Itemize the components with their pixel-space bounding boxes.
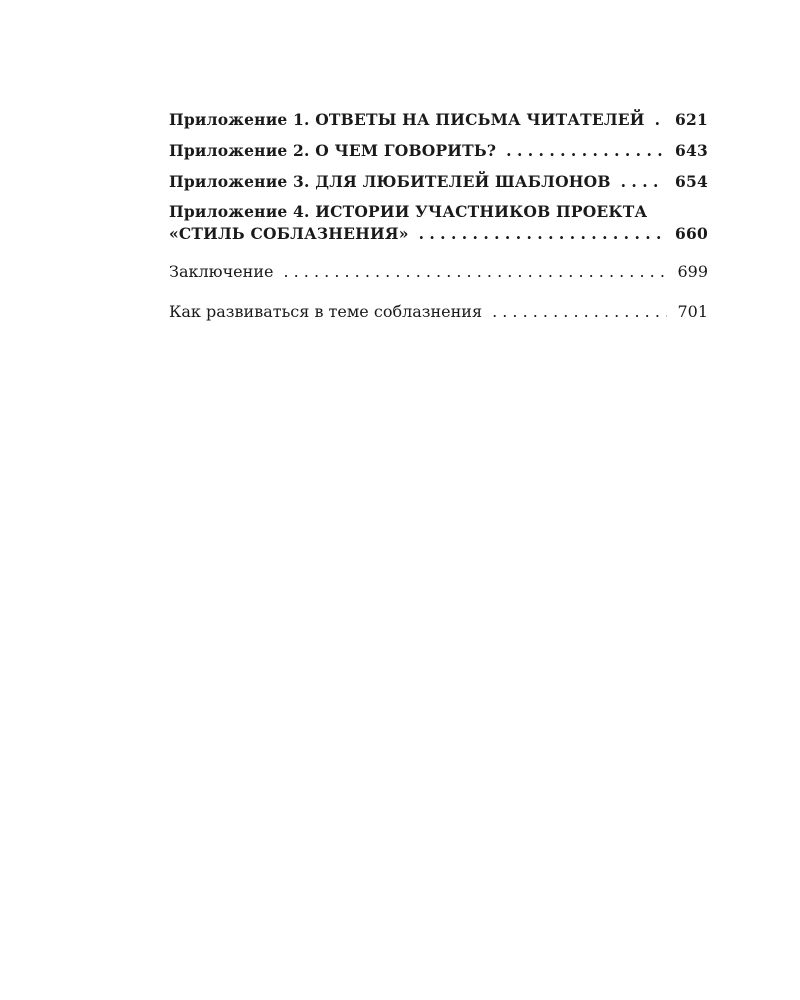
toc-entry-page: 660 [675, 224, 708, 243]
toc-entry-page: 699 [677, 262, 708, 281]
toc-entry-title-line1: Приложение 4. ИСТОРИИ УЧАСТНИКОВ ПРОЕКТА [169, 202, 648, 221]
toc-entry-title-line2: «СТИЛЬ СОБЛАЗНЕНИЯ» [169, 224, 409, 243]
toc-entry-appendix-1[interactable] [169, 109, 708, 131]
toc-entry-page: 701 [677, 302, 708, 321]
toc-leader-dots [419, 223, 665, 245]
toc-entry-how-to-develop[interactable] [169, 301, 708, 323]
toc-leader-dots [492, 301, 667, 323]
toc-entry-conclusion[interactable] [169, 261, 708, 283]
toc-leader-dots [506, 140, 665, 162]
toc-leader-dots [283, 261, 667, 283]
toc-entry-page: 621 [675, 110, 708, 129]
toc-leader-dots [621, 171, 665, 193]
toc-entry-appendix-3[interactable] [169, 171, 708, 193]
toc-entry-title: Как развиваться в теме соблазнения [169, 302, 483, 321]
toc-entry-title: Заключение [169, 262, 274, 281]
toc-entry-page: 654 [675, 172, 708, 191]
toc-entry-page: 643 [675, 141, 708, 160]
toc-entry-title: Приложение 3. ДЛЯ ЛЮБИТЕЛЕЙ ШАБЛОНОВ [169, 172, 611, 191]
toc-entry-appendix-4[interactable] [169, 201, 708, 245]
toc-entry-appendix-2[interactable] [169, 140, 708, 162]
table-of-contents [169, 109, 708, 323]
toc-entry-title: Приложение 2. О ЧЕМ ГОВОРИТЬ? [169, 141, 497, 160]
toc-entry-title: Приложение 1. ОТВЕТЫ НА ПИСЬМА ЧИТАТЕЛЕЙ [169, 110, 645, 129]
toc-leader-dots [655, 109, 665, 131]
